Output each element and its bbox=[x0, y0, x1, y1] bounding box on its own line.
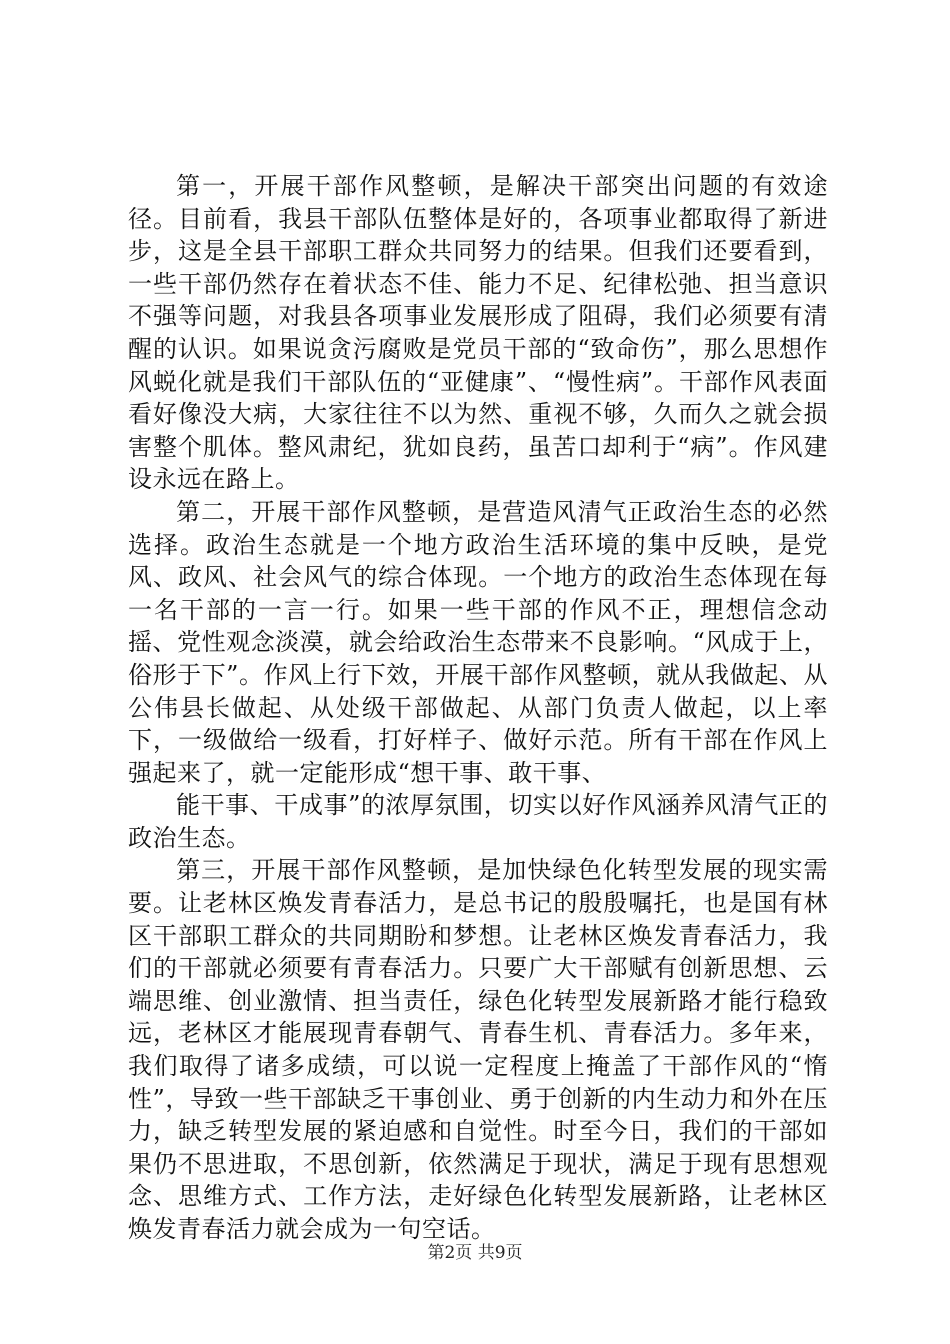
paragraph-third: 第三，开展干部作风整顿，是加快绿色化转型发展的现实需要。让老林区焕发青春活力，是总书记的殷殷嘱托，也是国有林区干部职工群众的共同期盼和梦想。让老林区焕发青春活力，我们的干部就必须要有青春活力。只要广大干部赋有创新思想、云端思维、创业激情、担当责任，绿色化转型发展新路才能行稳致远，老林区才能展现青春朝气、青春生机、青春活力。多年来，我们取得了诸多成绩，可以说一定程度上掩盖了干部作风的“惰性”，导致一些干部缺乏干事创业、勇于创新的内生动力和外在压力，缺乏转型发展的紧迫感和自觉性。时至今日，我们的干部如果仍不思进取，不思创新，依然满足于现状，满足于现有思想观念、思维方式、工作方法，走好绿色化转型发展新路，让老林区焕发青春活力就会成为一句空话。 bbox=[128, 856, 828, 1243]
paragraph-first: 第一，开展干部作风整顿，是解决干部突出问题的有效途径。目前看，我县干部队伍整体是好的，各项事业都取得了新进步，这是全县干部职工群众共同努力的结果。但我们还要看到，一些干部仍然存在着状态不佳、能力不足、纪律松弛、担当意识不强等问题，对我县各项事业发展形成了阻碍，我们必须要有清醒的认识。如果说贪污腐败是党员干部的“致命伤”，那么思想作风蜕化就是我们干部队伍的“亚健康”、“慢性病”。干部作风表面看好像没大病，大家往往不以为然、重视不够，久而久之就会损害整个肌体。整风肃纪，犹如良药，虽苦口却利于“病”。作风建设永远在路上。 bbox=[128, 172, 828, 494]
page-number-footer: 第2页 共9页 bbox=[427, 1243, 523, 1263]
paragraph-second: 第二，开展干部作风整顿，是营造风清气正政治生态的必然选择。政治生态就是一个地方政治生活环境的集中反映，是党风、政风、社会风气的综合体现。一个地方的政治生态体现在每一名干部的一言一行。如果一些干部的作风不正，理想信念动摇、党性观念淡漠，就会给政治生态带来不良影响。“风成于上，俗形于下”。作风上行下效，开展干部作风整顿，就从我做起、从公伟县长做起、从处级干部做起、从部门负责人做起，以上率下，一级做给一级看，打好样子、做好示范。所有干部在作风上强起来了，就一定能形成“想干事、敢干事、 bbox=[128, 497, 828, 787]
document-body bbox=[128, 170, 828, 1246]
paragraph-second-continued: 能干事、干成事”的浓厚氛围，切实以好作风涵养风清气正的政治生态。 bbox=[128, 791, 828, 852]
